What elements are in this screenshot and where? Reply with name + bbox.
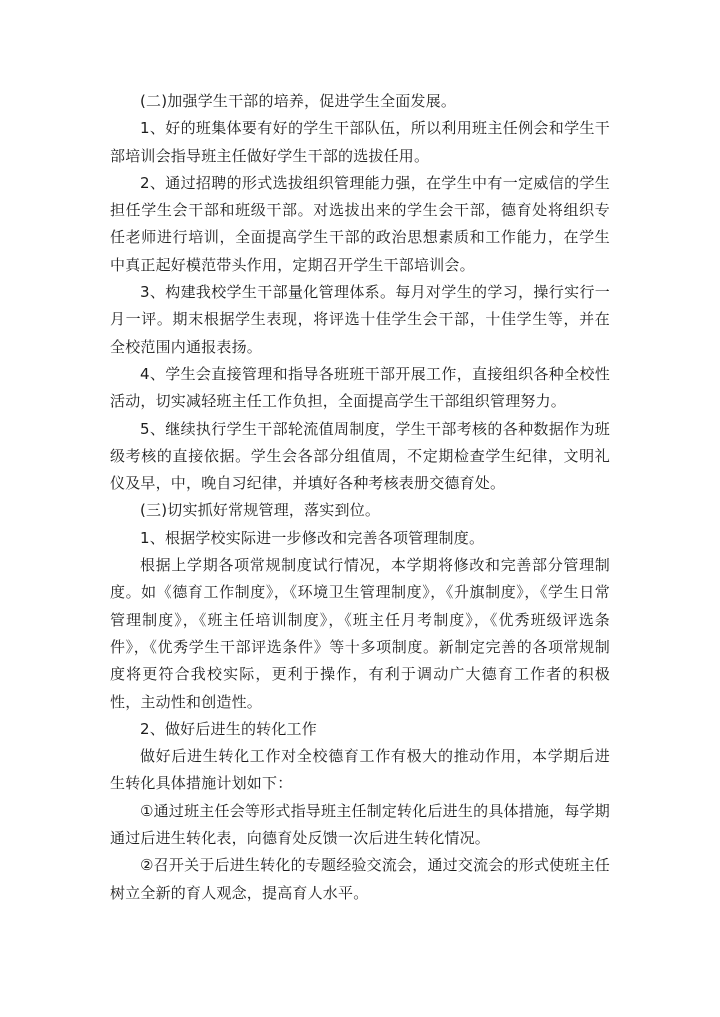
section-heading-3: (三)切实抓好常规管理，落实到位。 <box>140 501 381 520</box>
paragraph-item-2-3: 3、构建我校学生干部量化管理体系。每月对学生的学习，操行实行一月一评。期末根据学生表现，将评选十佳学生会干部，十佳学生等，并在全校范围内通报表扬。 <box>110 283 610 356</box>
section-heading-2: (二)加强学生干部的培养，促进学生全面发展。 <box>140 92 457 110</box>
paragraph-item-2-2: 2、通过招聘的形式选拔组织管理能力强，在学生中有一定威信的学生担任学生会干部和班级干部。对选拔出来的学生会干部，德育处将组织专任老师进行培训，全面提高学生干部的政治思想素质和工作能力，在学生中真正起好模范带头作用，定期召开学生干部培训会。 <box>110 173 610 274</box>
paragraph-item-2-5: 5、继续执行学生干部轮流值周制度，学生干部考核的各种数据作为班级考核的直接依据。学生会各部分组值周，不定期检查学生纪律，文明礼仪及早，中，晚自习纪律，并填好各种考核表册交德育处。 <box>110 419 610 493</box>
paragraph-item-3-2-body: 做好后进生转化工作对全校德育工作有极大的推动作用，本学期后进生转化具体措施计划如下： <box>110 747 610 793</box>
paragraph-item-3-1: 1、根据学校实际进一步修改和完善各项管理制度。 <box>140 528 485 547</box>
paragraph-measure-2: ②召开关于后进生转化的专题经验交流会，通过交流会的形式使班主任树立全新的育人观念，提高育人水平。 <box>110 856 610 902</box>
paragraph-item-3-1-body: 根据上学期各项常规制度试行情况，本学期将修改和完善部分管理制度。如《德育工作制度》，《环境卫生管理制度》，《升旗制度》，《学生日常管理制度》，《班主任培训制度》，《班主任月考制度》，《优秀班级评选条件》，《优秀学生干部评选条件》等十多项制度。新制定完善的各项常规制度将更符合我校实际，更利于操作，有利于调动广大德育工作者的积极性，主动性和创造性。 <box>110 556 610 711</box>
paragraph-item-2-4: 4、学生会直接管理和指导各班班干部开展工作，直接组织各种全校性活动，切实减轻班主任工作负担，全面提高学生干部组织管理努力。 <box>110 364 610 411</box>
paragraph-measure-1: ①通过班主任会等形式指导班主任制定转化后进生的具体措施，每学期通过后进生转化表，向德育处反馈一次后进生转化情况。 <box>110 801 610 848</box>
document-body <box>110 88 610 907</box>
paragraph-item-3-2: 2、做好后进生的转化工作 <box>140 719 317 738</box>
paragraph-item-2-1: 1、好的班集体要有好的学生干部队伍，所以利用班主任例会和学生干部培训会指导班主任做好学生干部的选拔任用。 <box>110 119 610 165</box>
